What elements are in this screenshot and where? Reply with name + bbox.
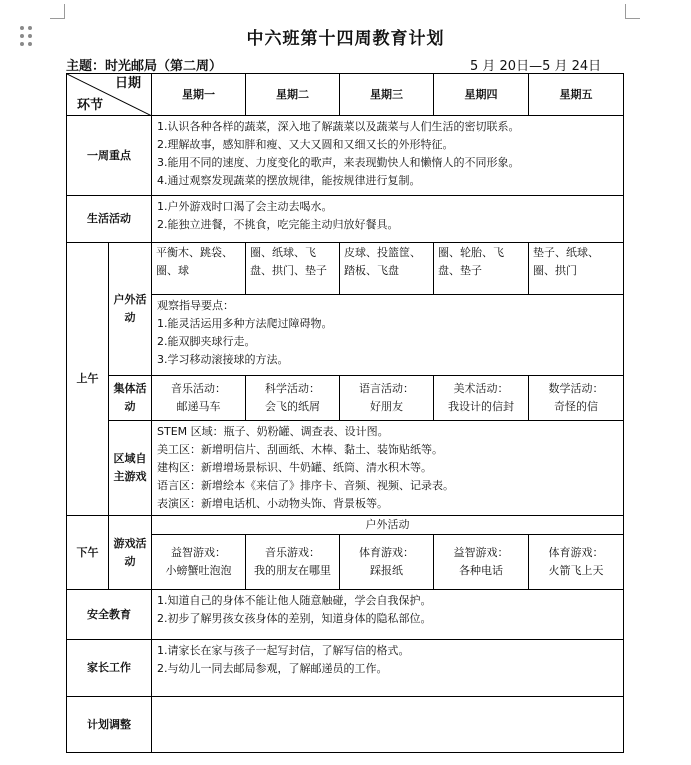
adjust-label: 计划调整 [67,697,152,753]
outdoor-equipment-row [67,243,624,295]
group-activity-label: 集体活动 [109,376,152,421]
activity-name: 会飞的纸屑 [265,400,320,413]
weekly-focus-label: 一周重点 [67,116,152,196]
guidance-item: 3.学习移动滚接球的方法。 [157,353,289,366]
equipment-thu: 圈、轮胎、飞盘、垫子 [434,243,529,295]
guidance-content [152,295,624,376]
daily-life-row [67,196,624,243]
date-range: 5 月 20日—5 月 24日 [470,59,602,74]
guidance-item: 2.能双脚夹球行走。 [157,335,256,348]
date-label: 日期 [114,76,141,91]
game-name: 我的朋友在哪里 [254,564,331,577]
game-fri [529,535,624,590]
game-activity-label: 游戏活动 [109,516,152,590]
game-type: 体育游戏： [548,546,604,559]
section-label: 环节 [77,98,104,113]
safety-item: 1.知道自己的身体不能让他人随意触碰，学会自我保护。 [157,594,432,607]
equipment-wed: 皮球、投篮筐、踏板、飞盘 [340,243,434,295]
activity-type: 美术活动： [453,382,509,395]
adjust-content[interactable] [152,697,624,753]
plan-table [66,73,624,753]
area-item: STEM 区域：瓶子、奶粉罐、调查表、设计图。 [157,425,389,438]
activity-name: 邮递马车 [176,400,221,413]
game-name: 小螃蟹吐泡泡 [165,564,232,577]
life-item: 1.户外游戏时口渴了会主动去喝水。 [157,200,333,213]
game-name: 火箭飞上天 [548,564,604,577]
day-header-thu: 星期四 [434,74,529,116]
activity-type: 科学活动： [265,382,320,395]
morning-label: 上午 [67,243,109,516]
afternoon-outdoor-header: 户外活动 [152,516,624,535]
weekly-focus-row [67,116,624,196]
page-title: 中六班第十四周教育计划 [246,29,445,49]
safety-item: 2.初步了解男孩女孩身体的差别，知道身体的隐私部位。 [157,612,432,625]
game-name: 各种电话 [459,564,503,577]
guidance-item: 1.能灵活运用多种方法爬过障碍物。 [157,317,333,330]
header-row [67,74,624,116]
game-type: 益智游戏： [453,546,509,559]
day-header-fri: 星期五 [529,74,624,116]
parents-row [67,640,624,697]
outdoor-label: 户外活动 [109,243,152,376]
area-item: 语言区：新增绘本《来信了》排序卡、音频、视频、记录表。 [157,479,454,492]
area-item: 表演区：新增电话机、小动物头饰、背景板等。 [157,497,388,510]
group-activity-tue [246,376,340,421]
game-type: 益智游戏： [171,546,226,559]
guidance-item: 观察指导要点： [157,299,234,312]
header-diagonal-cell [67,74,152,116]
group-activity-wed [340,376,434,421]
focus-item: 1.认识各种各样的蔬菜，深入地了解蔬菜以及蔬菜与人们生活的密切联系。 [157,120,520,133]
activity-name: 奇怪的信 [554,400,598,413]
daily-life-content [152,196,624,243]
group-activity-thu [434,376,529,421]
equipment-mon: 平衡木、跳袋、圈、球 [152,243,246,295]
area-item: 建构区：新增增场景标识、牛奶罐、纸筒、清水积木等。 [157,461,432,474]
activity-name: 好朋友 [370,400,403,413]
game-thu [434,535,529,590]
equipment-tue: 圈、纸球、飞盘、拱门、垫子 [246,243,340,295]
activity-type: 音乐活动： [171,382,226,395]
area-game-content [152,421,624,516]
day-header-mon: 星期一 [152,74,246,116]
area-item: 美工区：新增明信片、刮画纸、木棒、黏土、装饰贴纸等。 [157,443,443,456]
safety-row [67,590,624,640]
game-wed [340,535,434,590]
day-header-wed: 星期三 [340,74,434,116]
safety-content [152,590,624,640]
area-game-label: 区域自主游戏 [109,421,152,516]
focus-item: 3.能用不同的速度、力度变化的歌声，来表现勤快人和懒惰人的不同形象。 [157,156,520,169]
parents-content [152,640,624,697]
game-mon [152,535,246,590]
group-activity-row [67,376,624,421]
afternoon-label: 下午 [67,516,109,590]
activity-type: 语言活动： [359,382,414,395]
activity-name: 我设计的信封 [448,400,514,413]
adjust-row [67,697,624,753]
focus-item: 4.通过观察发现蔬菜的摆放规律，能按规律进行复制。 [157,174,421,187]
game-type: 体育游戏： [359,546,414,559]
parents-item: 1.请家长在家与孩子一起写封信，了解写信的格式。 [157,644,410,657]
game-name: 踩报纸 [370,564,403,577]
focus-item: 2.理解故事，感知胖和瘦、又大又圆和又细又长的外形特征。 [157,138,454,151]
afternoon-header-row [67,516,624,535]
page-corner-mark-left [50,4,65,19]
life-item: 2.能独立进餐，不挑食，吃完能主动归放好餐具。 [157,218,399,231]
game-type: 音乐游戏： [265,546,320,559]
group-activity-mon [152,376,246,421]
group-activity-fri [529,376,624,421]
parents-label: 家长工作 [67,640,152,697]
daily-life-label: 生活活动 [67,196,152,243]
safety-label: 安全教育 [67,590,152,640]
equipment-fri: 垫子、纸球、圈、拱门 [529,243,624,295]
area-game-row [67,421,624,516]
theme-label: 主题：时光邮局（第二周） [66,59,223,74]
parents-item: 2.与幼儿一同去邮局参观，了解邮递员的工作。 [157,662,388,675]
day-header-tue: 星期二 [246,74,340,116]
activity-type: 数学活动： [548,382,604,395]
weekly-focus-content [152,116,624,196]
page-corner-mark-right [625,4,640,19]
game-tue [246,535,340,590]
